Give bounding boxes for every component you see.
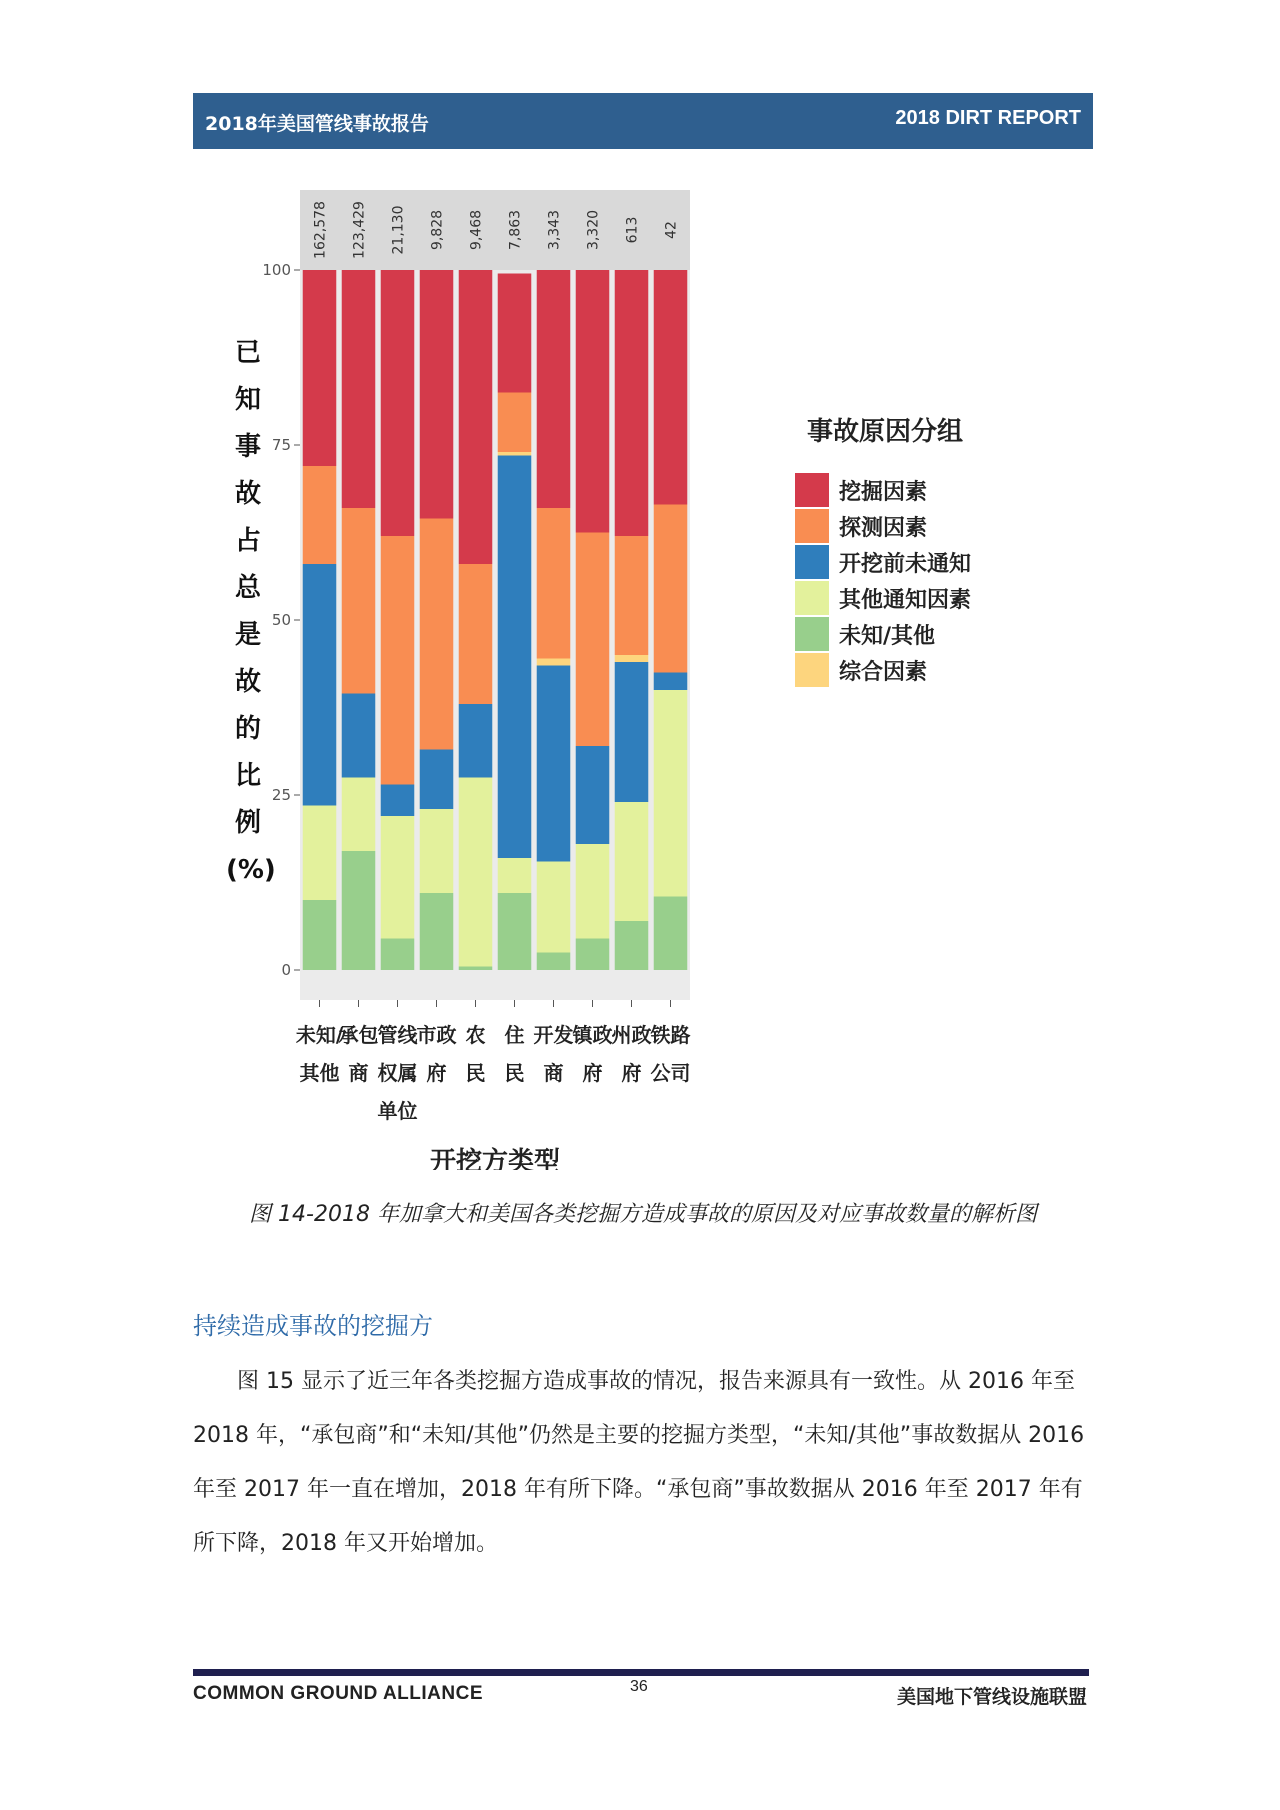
y-tick-label: 75 [271,436,291,454]
bar-segment [420,893,454,970]
bar-segment [381,939,415,971]
y-label-char: 故 [234,479,261,509]
body-paragraph [193,1355,1093,1571]
bar-segment [537,508,571,659]
header-title-right: 2018 DIRT REPORT [895,107,1081,129]
count-label: 9,468 [468,209,485,251]
y-tick-label: 50 [271,611,291,629]
stacked-bar-chart [220,190,1040,1170]
x-tick-label: 民 [504,1061,525,1085]
count-label: 21,130 [390,205,407,255]
bar-segment [498,893,532,970]
bar-segment [381,785,415,817]
legend-label: 挖掘因素 [839,480,928,505]
x-tick-label: 农 [465,1023,486,1047]
legend-title: 事故原因分组 [807,417,964,447]
bar-segment [342,694,376,778]
bar-segment [303,270,337,466]
bar-segment [654,505,688,673]
bar-segment [342,270,376,508]
y-label-char: 知 [234,385,261,415]
bar-segment [615,921,649,970]
count-label: 162,578 [312,201,329,259]
y-label-char: 的 [234,714,261,744]
x-tick-label: 管线 [377,1023,418,1047]
bar-segment [381,270,415,536]
x-tick-label: 府 [426,1061,447,1085]
x-tick-label: 铁路 [650,1023,691,1047]
bar-segment [498,452,532,456]
y-tick-label: 25 [271,786,291,804]
bar-segment [498,393,532,453]
x-tick-label: 其他 [299,1061,340,1085]
y-label-unit: (%) [226,855,276,885]
count-label: 613 [624,216,641,244]
legend-swatch [795,581,829,615]
count-label: 42 [663,221,680,239]
bar-segment [498,858,532,893]
count-label: 7,863 [507,209,524,251]
bar-segment [498,274,532,393]
legend-swatch [795,473,829,507]
x-tick-label: 州政 [611,1023,652,1047]
page-number: 36 [630,1678,648,1695]
bar-segment [576,939,610,971]
x-tick-label: 承包 [338,1023,379,1047]
legend-label: 未知/其他 [839,624,936,649]
bar-segment [537,270,571,508]
bar-segment [420,750,454,810]
bar-segment [615,655,649,662]
bar-segment [654,270,688,505]
legend-swatch [795,509,829,543]
bar-segment [576,533,610,747]
count-label: 9,828 [429,209,446,251]
y-label-char: 比 [234,761,261,791]
footer-org-name-cn: 美国地下管线设施联盟 [896,1686,1087,1708]
y-label-char: 总 [234,573,261,603]
bar-segment [459,704,493,778]
bar-segment [615,662,649,802]
footer-rule [193,1669,1089,1676]
x-tick-label: 商 [543,1061,564,1085]
bar-segment [459,270,493,564]
legend-label: 探测因素 [839,516,928,541]
bar-segment [537,953,571,971]
x-tick-label: 市政 [416,1023,457,1047]
chart-container [220,190,1040,1170]
bar-segment [342,508,376,694]
legend-swatch [795,617,829,651]
header-band [193,93,1093,149]
legend-label: 综合因素 [839,660,928,685]
bar-segment [537,659,571,666]
y-label-char: 已 [234,338,261,368]
bar-segment [654,673,688,691]
x-tick-label: 商 [348,1061,369,1085]
legend-swatch [795,545,829,579]
bar-segment [537,666,571,862]
bar-segment [303,806,337,901]
y-label-char: 占 [234,526,261,556]
y-label-char: 故 [234,667,261,697]
bar-segment [459,778,493,967]
bar-segment [381,536,415,785]
bar-segment [459,967,493,971]
x-tick-label: 开发 [533,1023,574,1047]
bar-segment [303,466,337,564]
bar-segment [303,900,337,970]
bar-segment [498,456,532,859]
bar-segment [459,564,493,704]
y-tick-label: 0 [281,961,291,979]
legend-swatch [795,653,829,687]
bar-segment [654,897,688,971]
bar-segment [342,778,376,852]
count-label: 3,343 [546,209,563,251]
legend-label: 开挖前未通知 [839,552,972,577]
chart-y-label [226,330,276,894]
count-label: 3,320 [585,209,602,251]
x-tick-label: 住 [504,1023,525,1047]
y-label-char: 是 [234,620,261,650]
bar-segment [342,851,376,970]
bar-segment [420,270,454,519]
x-tick-label: 民 [465,1061,486,1085]
bar-segment [654,690,688,897]
bar-segment [615,536,649,655]
bar-segment [420,809,454,893]
bar-segment [576,746,610,844]
bar-segment [381,816,415,939]
bar-segment [615,802,649,921]
x-tick-label: 单位 [377,1099,418,1123]
x-tick-label: 未知/ [295,1023,344,1047]
footer-org-name: COMMON GROUND ALLIANCE [193,1683,483,1704]
y-label-char: 例 [234,808,261,838]
y-tick-label: 100 [262,261,291,279]
x-tick-label: 镇政 [572,1023,613,1047]
bar-segment [576,270,610,533]
paragraph-text: 图 15 显示了近三年各类挖掘方造成事故的情况，报告来源具有一致性。从 2016 年至 2018 年，“承包商”和“未知/其他”仍然是主要的挖掘方类型，“未知/其他”事故数据从 2016 年至 2017 年一直在增加，2018 年有所下降。“承包商”事故数据从 2016 年至 2017 年有所下降，2018 年又开始增加。 [193,1369,1085,1556]
legend-label: 其他通知因素 [839,588,972,613]
bar-segment [420,519,454,750]
bar-segment [576,844,610,939]
x-tick-label: 公司 [650,1061,691,1085]
figure-caption: 图 14-2018 年加拿大和美国各类挖掘方造成事故的原因及对应事故数量的解析图 [249,1202,1037,1227]
bar-segment [615,270,649,536]
bar-segment [537,862,571,953]
count-label: 123,429 [351,201,368,259]
section-title: 持续造成事故的挖掘方 [193,1312,433,1340]
header-title-left: 2018年美国管线事故报告 [205,113,429,135]
x-tick-label: 府 [582,1061,603,1085]
x-axis-title: 开挖方类型 [429,1147,561,1170]
bar-segment [303,564,337,806]
x-tick-label: 府 [621,1061,642,1085]
x-tick-label: 权属 [377,1061,418,1085]
y-label-char: 事 [234,432,261,462]
